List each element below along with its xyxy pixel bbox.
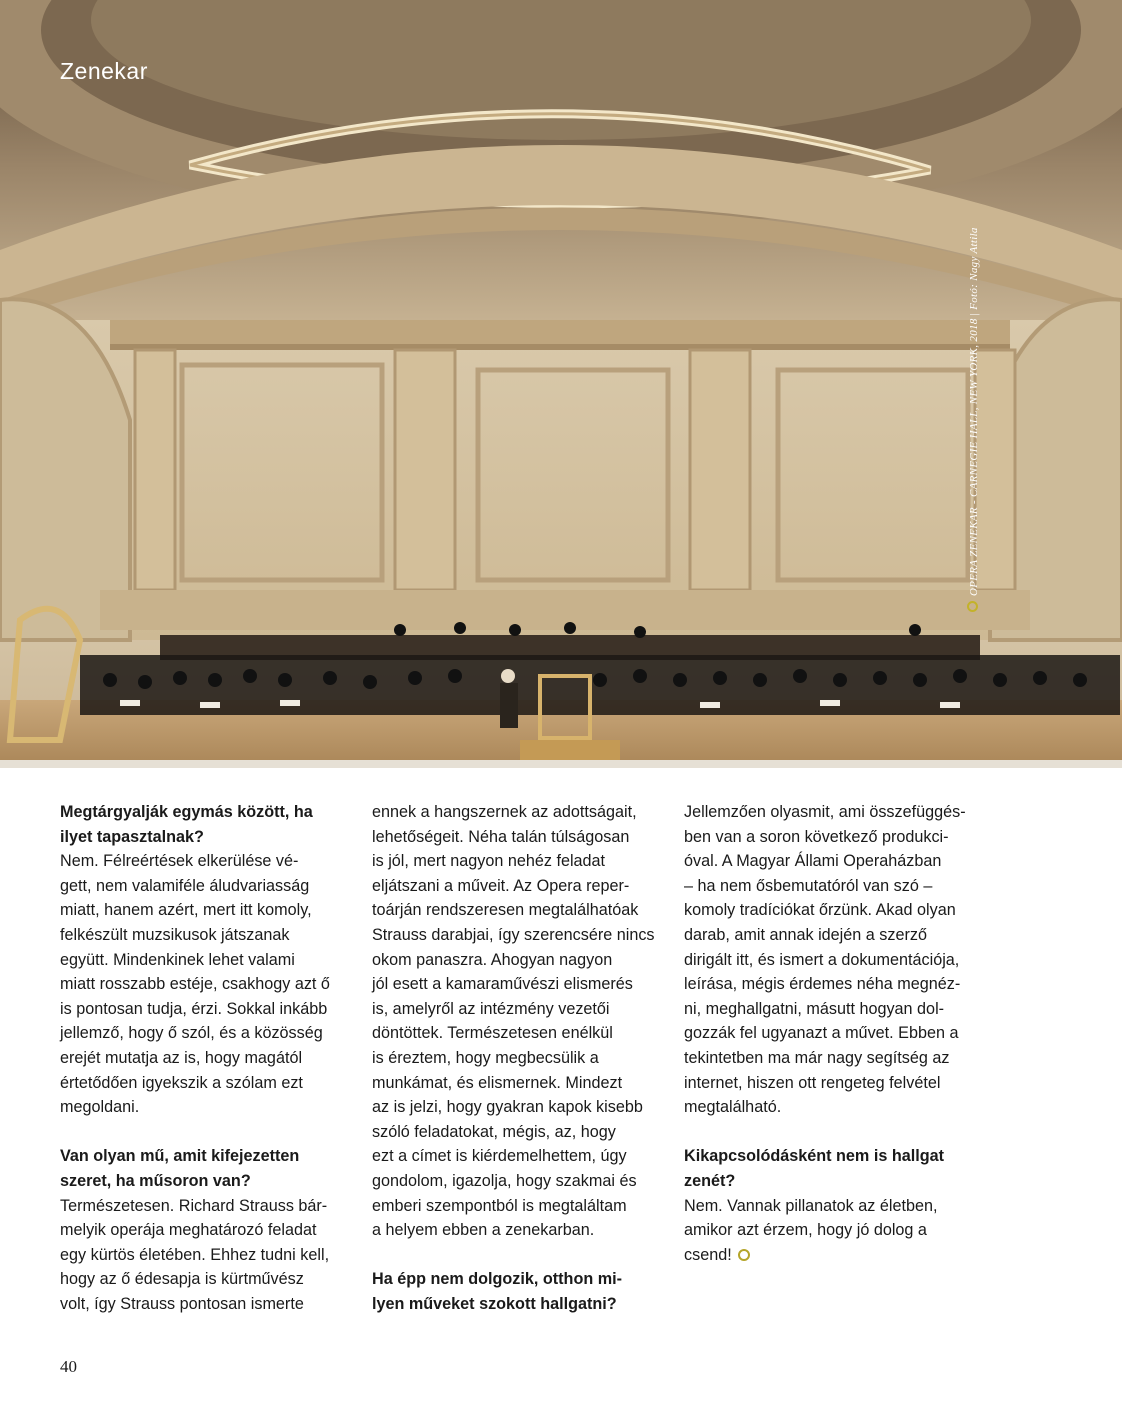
body-line: megoldani. [60,1098,140,1117]
body-line: erejét mutatja az is, hogy magától [60,1048,303,1067]
body-line: darab, amit annak idején a szerző [684,925,927,944]
body-line: értetődően igyekszik a szólam ezt [60,1073,303,1092]
body-line: toárján rendszeresen megtalálhatóak [372,901,639,920]
text-column-1 [60,800,350,1316]
body-line: is pontosan tudja, érzi. Sokkal inkább [60,999,328,1018]
paragraph-gap [60,1120,350,1145]
page-number: 40 [60,1357,77,1376]
body-line: hogy az ő édesapja is kürtművész [60,1270,304,1289]
body-line: is éreztem, hogy megbecsülik a [372,1048,599,1067]
body-line: Strauss darabjai, így szerencsére nincs [372,925,655,944]
body-line: az is jelzi, hogy gyakran kapok kisebb [372,1098,643,1117]
ring-icon [967,601,978,612]
body-line: leírása, mégis érdemes néha megnéz- [684,975,961,994]
caption-credit: Fotó: Nagy Attila [968,227,980,310]
body-line: Jellemzően olyasmit, ami összefüggés- [684,803,966,821]
question-line: ilyet tapasztalnak? [60,827,204,846]
body-line: felkészült muzsikusok játszanak [60,925,290,944]
body-line: volt, így Strauss pontosan ismerte [60,1294,304,1313]
body-line: – ha nem ősbemutatóról van szó – [684,876,933,895]
question-line: Van olyan mű, amit kifejezetten [60,1147,300,1166]
body-line: megtalálható. [684,1098,782,1117]
body-line: jellemző, hogy ő szól, és a közösség [60,1024,323,1043]
body-line: amikor azt érzem, hogy jó dolog a [684,1221,927,1240]
body-line: ni, meghallgatni, másutt hogyan dol- [684,999,945,1018]
body-line: gondolom, igazolja, hogy szakmai és [372,1171,637,1190]
body-line: óval. A Magyar Állami Operaházban [684,852,942,871]
body-line: együtt. Mindenkinek lehet valami [60,950,295,969]
question-line: Megtárgyalják egymás között, ha [60,803,313,821]
question-line: szeret, ha műsoron van? [60,1171,251,1190]
body-line: a helyem ebben a zenekarban. [372,1221,595,1240]
photo-caption: OPERA ZENEKAR - CARNEGIE HALL, NEW YORK, 2018 | Fotó: Nagy Attila [967,227,980,612]
body-line: lehetőségeit. Néha talán túlságosan [372,827,630,846]
question-line: zenét? [684,1171,736,1190]
body-line: ennek a hangszernek az adottságait, [372,803,637,821]
text-column-2 [372,800,662,1316]
body-line: miatt, hanem azért, mert itt komoly, [60,901,312,920]
body-line: Nem. Vannak pillanatok az életben, [684,1196,938,1215]
body-line: Nem. Félreértések elkerülése vé- [60,852,299,871]
body-line: komoly tradíciókat őrzünk. Akad olyan [684,901,956,920]
body-line: munkámat, és elismernek. Mindezt [372,1073,623,1092]
body-line: csend! [684,1243,984,1268]
text-column-3 [684,800,984,1267]
paragraph-gap [684,1120,984,1145]
question-line: Kikapcsolódásként nem is hallgat [684,1147,944,1166]
body-line: is jól, mert nagyon nehéz feladat [372,852,606,871]
caption-main: OPERA ZENEKAR - CARNEGIE HALL, NEW YORK, 2018 [968,318,980,596]
paragraph-gap [372,1243,662,1268]
question-line: lyen műveket szokott hallgatni? [372,1294,617,1313]
body-line: tekintetben ma már nagy segítség az [684,1048,950,1067]
body-line: ezt a címet is kiérdemelhettem, úgy [372,1147,627,1166]
body-line: dirigált itt, és ismert a dokumentációja, [684,950,960,969]
body-line: gett, nem valamiféle áludvariasság [60,876,310,895]
body-line: eljátszani a műveit. Az Opera reper- [372,876,630,895]
body-line: Természetesen. Richard Strauss bár- [60,1196,328,1215]
body-line: internet, hiszen ott rengeteg felvétel [684,1073,941,1092]
ring-icon [738,1249,750,1261]
section-label: Zenekar [60,58,148,84]
body-line: ben van a soron következő produkci- [684,827,949,846]
body-line: szóló feladatokat, mégis, az, hogy [372,1122,616,1141]
question-line: Ha épp nem dolgozik, otthon mi- [372,1270,622,1289]
body-line: okom panaszra. Ahogyan nagyon [372,950,613,969]
body-line: döntöttek. Természetesen enélkül [372,1024,613,1043]
body-line: miatt rosszabb estéje, csakhogy azt ő [60,975,330,994]
body-line: gozzák fel ugyanazt a művet. Ebben a [684,1024,959,1043]
body-line: emberi szempontból is megtaláltam [372,1196,627,1215]
body-line: jól esett a kamaraművészi elismerés [372,975,633,994]
body-line: egy kürtös életében. Ehhez tudni kell, [60,1245,330,1264]
body-line: melyik operája meghatározó feladat [60,1221,317,1240]
body-line: is, amelyről az intézmény vezetői [372,999,610,1018]
